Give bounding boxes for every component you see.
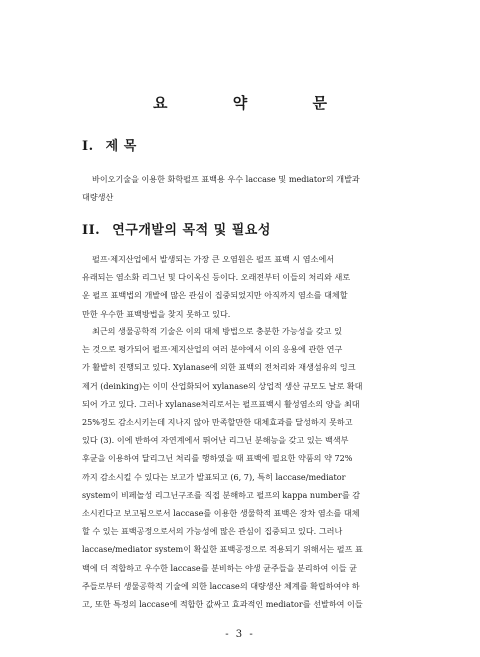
- paragraph-line: 펄프·제지산업에서 발생되는 가장 큰 오염원은 펄프 표백 시 염소에서: [92, 254, 335, 264]
- paragraph-line: 는 것으로 평가되어 펄프·제지산업의 여러 분야에서 이의 응용에 관한 연구: [82, 344, 343, 355]
- paragraph-line: 최근의 생물공학적 기술은 이의 대체 방법으로 충분한 가능성을 갖고 있: [92, 326, 342, 336]
- body-paragraph-2: [82, 322, 414, 613]
- section-heading-purpose: [82, 219, 271, 238]
- paragraph-line: 만한 우수한 표백방법을 찾지 못하고 있다.: [82, 308, 231, 319]
- paragraph-line: 소시킨다고 보고됨으로서 laccase를 이용한 생물학적 표백은 장차 염소를 대체: [82, 508, 360, 519]
- paragraph-line: 가 활발히 진행되고 있다. Xylanase에 의한 표백의 전처리와 재생섬유의 잉크: [82, 362, 356, 373]
- paragraph-line: laccase/mediator system이 확실한 표백공정으로 적용되기 위해서는 펄프 표: [82, 544, 363, 555]
- section-heading-title: [82, 135, 137, 154]
- paragraph-line: 주들로부터 생물공학적 기술에 의한 laccase의 대량생산 체계를 확립하여야 하: [82, 580, 360, 591]
- paragraph-line: 고, 또한 특정의 laccase에 적합한 값싸고 효과적인 mediator를 선발하여 이들: [82, 599, 363, 610]
- section-number: II.: [82, 223, 101, 238]
- section-heading-text: 연구개발의 목적 및 필요성: [112, 223, 271, 238]
- paragraph-line: 까지 감소시킬 수 있다는 보고가 발표되고 (6, 7), 특히 laccase/mediator: [82, 471, 346, 482]
- paragraph-line: 있다 (3). 이에 반하여 자연계에서 뛰어난 리그닌 분해능을 갖고 있는 백색부: [82, 435, 349, 446]
- project-title-paragraph: [82, 170, 414, 206]
- page-title: 요 약 문: [153, 94, 357, 112]
- paragraph-line: 백에 더 적합하고 우수한 laccase를 분비하는 야생 균주들을 분리하여 이들 균: [82, 562, 357, 573]
- section-heading-text: 제 목: [105, 139, 137, 154]
- paragraph-line: 유래되는 염소화 리그닌 및 다이옥신 등이다. 오래전부터 이들의 처리와 새로: [82, 272, 351, 283]
- paragraph-line: 후균을 이용하여 달리그닌 처리를 행하였을 때 표백에 필요한 약품의 약 72%: [82, 453, 353, 464]
- section-number: I.: [82, 139, 94, 154]
- paragraph-line: 바이오기술을 이용한 화학펄프 표백용 우수 laccase 및 mediator의 개발과: [92, 174, 360, 184]
- paragraph-line: 25%정도 감소시키는데 지나지 않아 만족할만한 대체효과를 달성하지 못하고: [82, 417, 353, 428]
- page-number: - 3 -: [225, 629, 255, 640]
- paragraph-line: 운 펄프 표백법의 개발에 많은 관심이 집중되었지만 아직까지 염소를 대체할: [82, 290, 348, 301]
- paragraph-line: 제거 (deinking)는 이미 산업화되어 xylanase의 상업적 생산 규모도 날로 확대: [82, 380, 363, 391]
- body-paragraph-1: [82, 250, 414, 323]
- paragraph-line: system이 비페놀성 리그닌구조를 직접 분해하고 펄프의 kappa number를 감: [82, 489, 361, 500]
- paragraph-line: 대량생산: [82, 192, 114, 203]
- paragraph-line: 할 수 있는 표백공정으로서의 가능성에 많은 관심이 집중되고 있다. 그러나: [82, 526, 343, 537]
- paragraph-line: 되어 가고 있다. 그러나 xylanase처리로서는 펄프표백시 활성염소의 양을 최대: [82, 398, 360, 409]
